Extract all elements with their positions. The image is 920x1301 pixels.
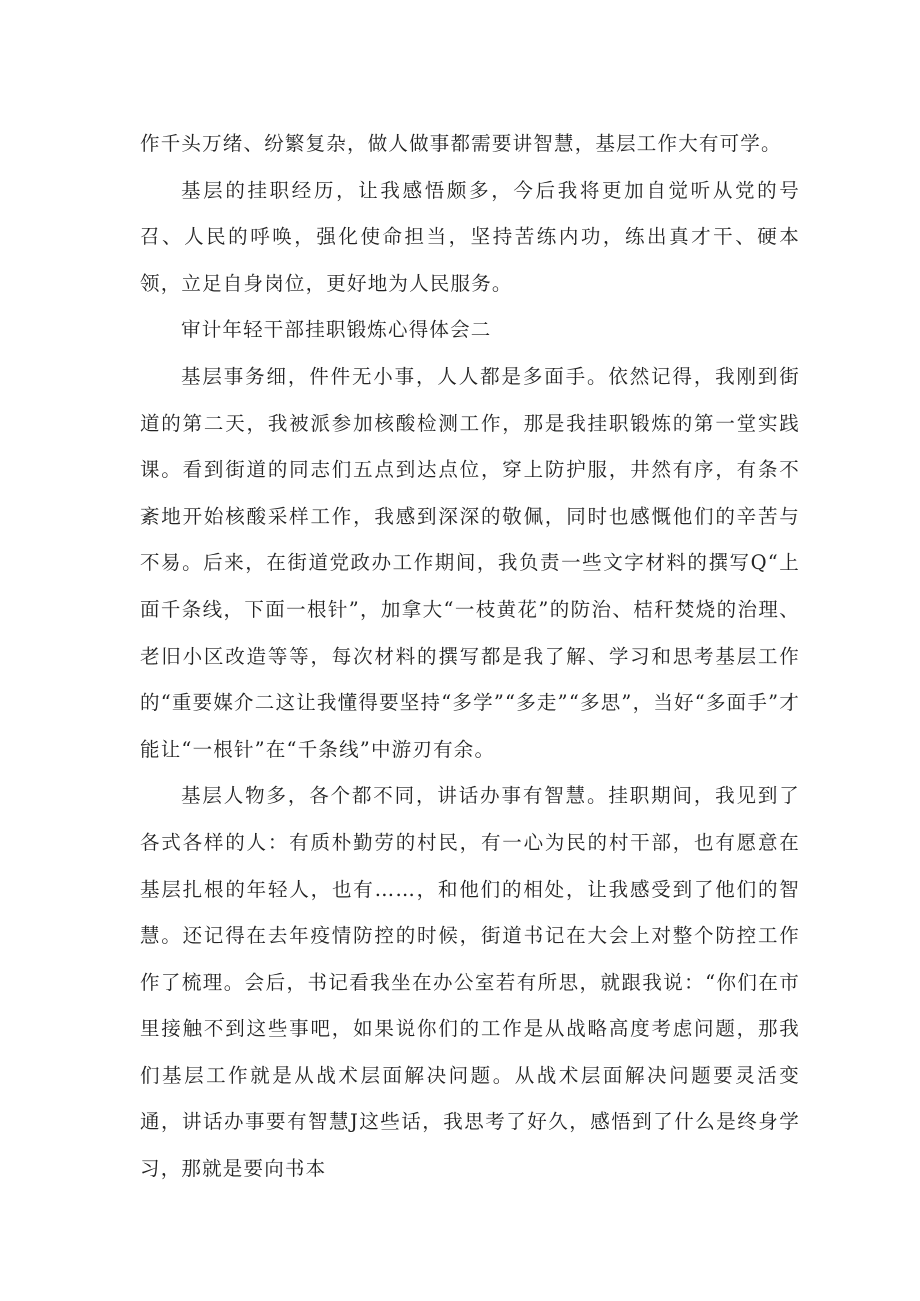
section-heading: 审计年轻干部挂职锻炼心得体会二 xyxy=(181,318,492,342)
paragraph-reflection: 基层的挂职经历，让我感悟颇多，今后我将更加自觉听从党的号召、人民的呼唤，强化使命担当，坚持苦练内功，练出真才干、硬本领，立足自身岗位，更好地为人民服务。 xyxy=(140,178,800,295)
paragraph-grassroots-affairs: 基层事务细，件件无小事，人人都是多面手。依然记得，我刚到街道的第二天，我被派参加核酸检测工作，那是我挂职锻炼的第一堂实践课。看到街道的同志们五点到达点位，穿上防护服，井然有序，有条不紊地开始核酸采样工作，我感到深深的敬佩，同时也感慨他们的辛苦与不易。后来，在街道党政办工作期间，我负责一些文字材料的撰写Q“上面千条线，下面一根针”，加拿大“一枝黄花”的防治、桔秆焚烧的治理、老旧小区改造等等，每次材料的撰写都是我了解、学习和思考基层工作的“重要媒介二这让我懂得要坚持“多学”“多走”“多思”，当好“多面手”才能让“一根针”在“千条线”中游刃有余。 xyxy=(140,364,800,761)
paragraph-continuation: 作千头万绪、纷繁复杂，做人做事都需要讲智慧，基层工作大有可学。 xyxy=(140,132,782,155)
paragraph-grassroots-people: 基层人物多，各个都不同，讲话办事有智慧。挂职期间，我见到了各式各样的人：有质朴勤劳的村民，有一心为民的村干部，也有愿意在基层扎根的年轻人，也有……，和他们的相处，让我感受到了他们的智慧。还记得在去年疫情防控的时候，街道书记在大会上对整个防控工作作了梳理。会后，书记看我坐在办公室若有所思，就跟我说：“你们在市里接触不到这些事吧，如果说你们的工作是从战略高度考虑问题，那我们基层工作就是从战术层面解决问题。从战术层面解决问题要灵活变通，讲话办事要有智慧J这些话，我思考了好久，感悟到了什么是终身学习，那就是要向书本 xyxy=(140,784,800,1181)
document-body xyxy=(140,121,800,1193)
